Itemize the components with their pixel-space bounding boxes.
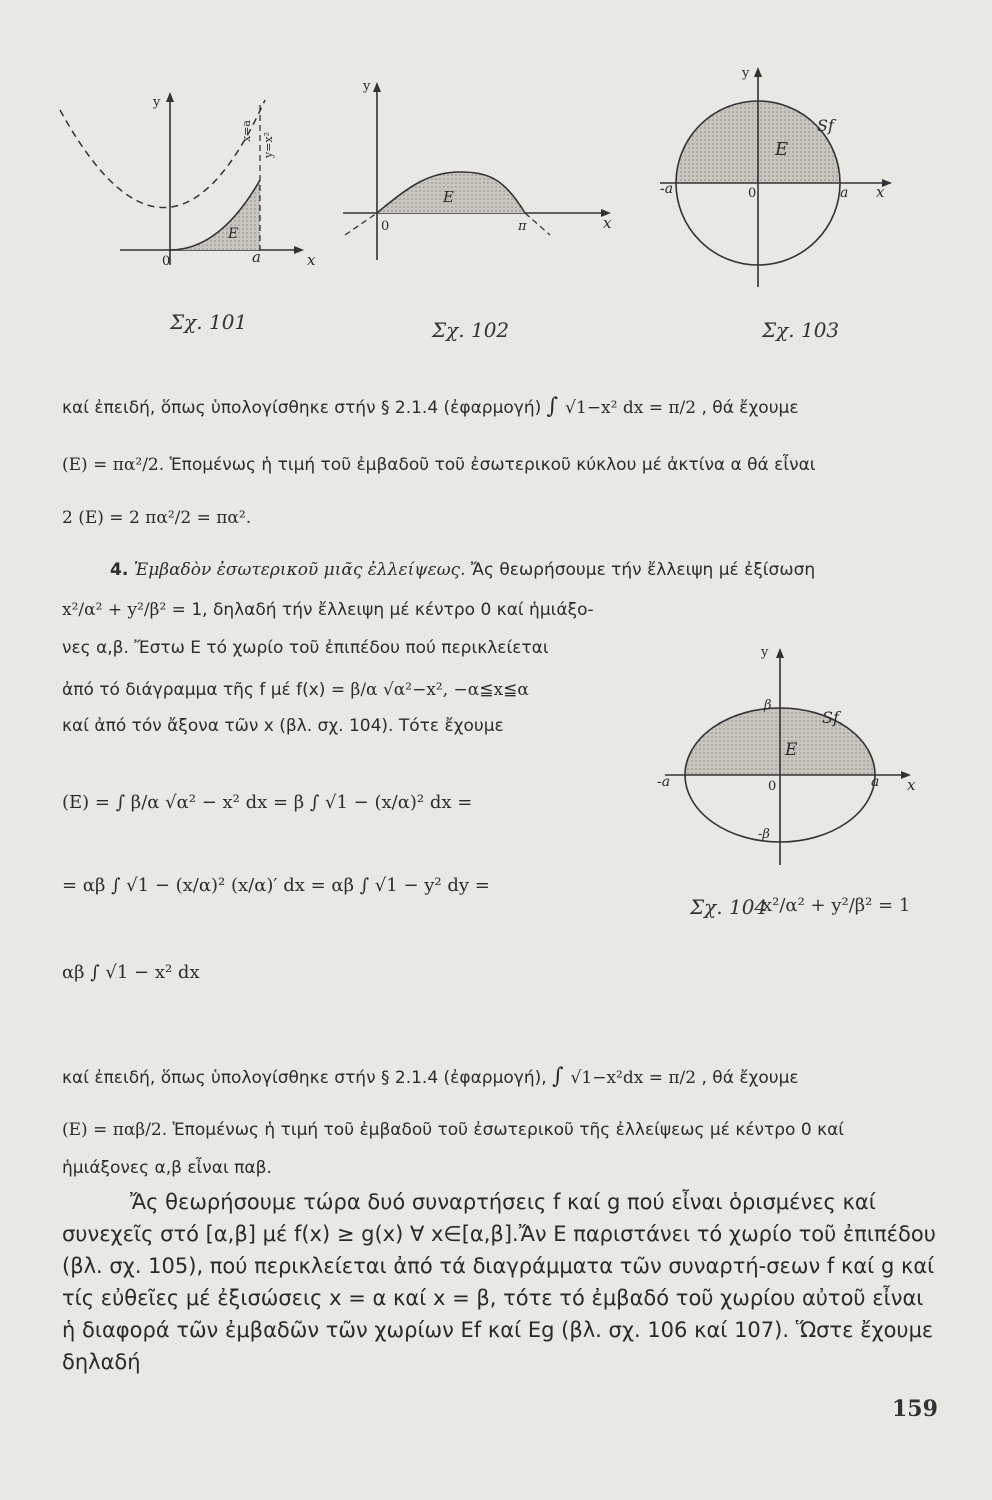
figure-103-caption: Σχ. 103	[762, 318, 840, 342]
line-label: x=a	[240, 120, 253, 142]
x-label: x	[907, 776, 916, 794]
page-number: 159	[892, 1396, 938, 1422]
neg-a-label: -a	[657, 774, 671, 790]
neg-b-label: -β	[758, 827, 770, 842]
text-line-2b: Ἑπομένως ἡ τιμή τοῦ ἐμβαδοῦ τοῦ ἐσωτερικοῦ κύκλου μέ ἀκτίνα α θά εἶναι	[169, 455, 816, 475]
integral-2: √1−x²dx = π/2	[570, 1068, 697, 1088]
b-label: β	[764, 698, 772, 713]
area-formula-ellipse: (E) = παβ/2.	[62, 1120, 168, 1140]
figure-101	[50, 80, 320, 280]
text-line-5-content: = 1, δηλαδή τήν ἔλλειψη μέ κέντρο 0 καί ἡμιάξο-	[171, 600, 594, 620]
text-line-1a: καί ἐπειδή, ὅπως ὑπολογίσθηκε στήν § 2.1.4 (ἐφαρμογή)	[62, 398, 542, 418]
origin-label: 0	[748, 186, 757, 201]
section-intro: Ἄς θεωρήσουμε τήν ἔλλειψη μέ ἐξίσωση	[470, 560, 816, 580]
area-formula-circle: (E) = πα²/2.	[62, 455, 165, 475]
section-title: Ἐμβαδὸν ἐσωτερικοῦ μιᾶς ἐλλείψεως.	[133, 560, 466, 580]
text-line-1: καί ἐπειδή, ὅπως ὑπολογίσθηκε στήν § 2.1.4 (ἐφαρμογή) ∫ √1−x² dx = π/2 , θά ἔχουμε	[62, 394, 799, 419]
figure-104-equation: x²/α² + y²/β² = 1	[762, 895, 911, 916]
text-line-3: 2 (E) = 2 πα²/2 = πα².	[62, 508, 252, 528]
origin-label: 0	[162, 254, 171, 269]
text-line-5: x²/α² + y²/β² = 1, δηλαδή τήν ἔλλειψη μέ κέντρο 0 καί ἡμιάξο-	[62, 600, 594, 620]
x-label: x	[307, 251, 316, 269]
figure-103	[660, 55, 920, 305]
a-label: a	[252, 248, 261, 266]
region-label: E	[785, 740, 798, 760]
region-label: E	[775, 139, 789, 160]
text-line-13b: Ἑπομένως ἡ τιμή τοῦ ἐμβαδοῦ τοῦ ἐσωτερικοῦ τῆς ἐλλείψεως μέ κέντρο 0 καί	[172, 1120, 845, 1140]
text-line-7a: ἀπό τό διάγραμμα τῆς f μέ f(x) =	[62, 680, 346, 700]
y-label: y	[153, 95, 161, 110]
text-line-12: καί ἐπειδή, ὅπως ὑπολογίσθηκε στήν § 2.1.4 (ἐφαρμογή), ∫ √1−x²dx = π/2 , θά ἔχουμε	[62, 1064, 799, 1089]
sf-label: Sf	[817, 116, 834, 135]
a-label: a	[840, 185, 849, 201]
sf-label: Sf	[822, 708, 839, 727]
section-number: 4.	[110, 560, 129, 580]
figure-101-caption: Σχ. 101	[170, 310, 248, 334]
y-label: y	[761, 645, 769, 660]
region-label: E	[443, 188, 454, 206]
figure-102	[335, 70, 625, 270]
figure-102-caption: Σχ. 102	[432, 318, 510, 342]
text-line-12a: καί ἐπειδή, ὅπως ὑπολογίσθηκε στήν § 2.1.4 (ἐφαρμογή),	[62, 1068, 547, 1088]
curve-label: y=x²	[262, 131, 275, 158]
equation-3: αβ ∫ √1 − x² dx	[62, 962, 200, 983]
origin-label: 0	[381, 219, 390, 234]
final-paragraph: Ἄς θεωρήσουμε τώρα δυό συναρτήσεις f καί g πού εἶναι ὁρισμένες καί συνεχεῖς στό [α,β] μέ f(x) ≥ g(x) ∀ x∈[α,β].Ἄν E παριστάνει τό χωρίο τοῦ ἐπιπέδου (βλ. σχ. 105), πού περικλείεται ἀπό τά διαγράμματα τῶν συναρτή-σεων f καί g καί τίς εὐθεῖες μέ ἐξισώσεις x = α καί x = β, τότε τό ἐμβαδό τοῦ χωρίου αὐτοῦ εἶναι ἡ διαφορά τῶν ἐμβαδῶν τῶν χωρίων Ef καί Eg (βλ. σχ. 106 καί 107). Ὥστε ἔχουμε δηλαδή	[62, 1190, 936, 1374]
text-line-2	[62, 455, 816, 475]
region-label: E	[228, 226, 239, 242]
shaded-region	[170, 180, 260, 250]
neg-a-label: -a	[660, 181, 674, 197]
integral-1: √1−x² dx = π/2	[565, 398, 697, 418]
equation-1: (E) = ∫ β/α √α² − x² dx = β ∫ √1 − (x/α)² dx =	[62, 792, 473, 813]
parabola-curve	[60, 100, 265, 208]
figure-104	[655, 640, 935, 880]
y-label: y	[742, 66, 750, 81]
text-line-7: ἀπό τό διάγραμμα τῆς f μέ f(x) = β/α √α²−x², −α≦x≦α	[62, 680, 529, 700]
x-label: x	[876, 183, 885, 201]
text-line-14: ἡμιάξονες α,β εἶναι παβ.	[62, 1158, 272, 1178]
text-line-8: καί ἀπό τόν ἄξονα τῶν x (βλ. σχ. 104). Τότε ἔχουμε	[62, 716, 504, 736]
a-label: a	[871, 774, 880, 790]
origin-label: 0	[768, 779, 777, 794]
text-line-12c: , θά ἔχουμε	[701, 1068, 799, 1088]
text-line-1c: , θά ἔχουμε	[701, 398, 799, 418]
figure-104-caption: Σχ. 104	[690, 895, 768, 919]
pi-label: π	[518, 219, 527, 234]
equation-2: = αβ ∫ √1 − (x/α)² (x/α)′ dx = αβ ∫ √1 − y² dy =	[62, 875, 490, 896]
text-line-6: νες α,β. Ἔστω E τό χωρίο τοῦ ἐπιπέδου πού περικλείεται	[62, 638, 549, 658]
section-heading	[110, 560, 815, 580]
text-line-13	[62, 1120, 844, 1140]
function-def: √α²−x², −α≦x≦α	[382, 680, 529, 700]
x-label: x	[603, 214, 612, 232]
y-label: y	[363, 79, 371, 94]
